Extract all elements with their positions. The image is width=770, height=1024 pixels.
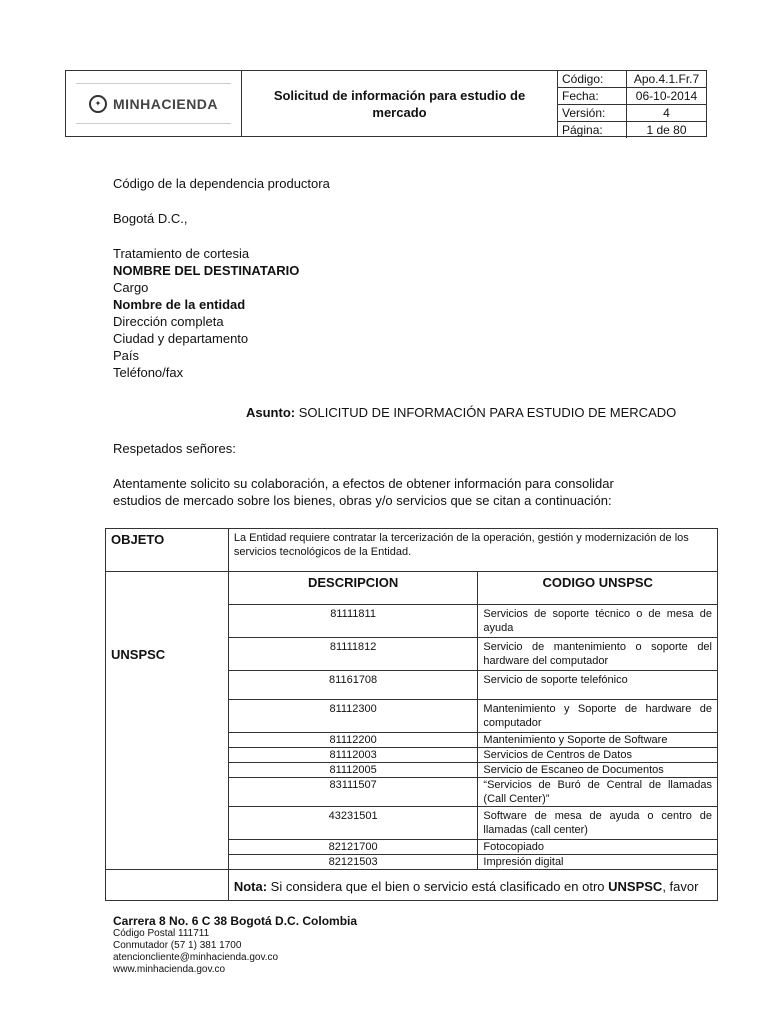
footer-website[interactable]: www.minhacienda.gov.co — [113, 964, 226, 975]
meta-value: Apo.4.1.Fr.7 — [633, 72, 700, 86]
recipient-cargo: Cargo — [113, 280, 149, 295]
nota-label: Nota: — [233, 879, 268, 894]
col-header-descripcion: DESCRIPCION — [228, 572, 478, 605]
code-cell: 43231501 — [228, 807, 478, 840]
recipient-phone: Teléfono/fax — [113, 365, 184, 380]
desc-cell: Servicios de Centros de Datos — [478, 748, 717, 763]
desc-cell: Software de mesa de ayuda o centro de llamadas (call center) — [478, 807, 718, 840]
objeto-row — [106, 529, 718, 572]
nota-text-2: , favor — [662, 879, 699, 894]
code-group-cell — [228, 733, 478, 807]
meta-row-fecha — [558, 88, 706, 105]
meta-row-pagina — [558, 122, 706, 138]
meta-value: 1 de 80 — [646, 123, 687, 137]
footer-phone: Conmutador (57 1) 381 1700 — [113, 940, 242, 951]
nota-text-1: Si considera que el bien o servicio está clasificado en otro — [267, 879, 609, 894]
code-cell: 83111507 — [329, 779, 377, 791]
page-footer — [113, 914, 357, 976]
document-title: Solicitud de información para estudio de mercado — [242, 71, 558, 136]
recipient-entity: Nombre de la entidad — [113, 297, 246, 312]
desc-cell: “Servicios de Buró de Central de llamadas (Call Center)” — [483, 779, 712, 805]
code-cell: 82121700 — [228, 840, 478, 855]
recipient-name: NOMBRE DEL DESTINATARIO — [113, 263, 300, 278]
nota-row — [106, 870, 718, 901]
dependencia-text: Código de la dependencia productora — [113, 176, 330, 191]
recipient-address: Dirección completa — [113, 314, 224, 329]
nota-text — [228, 870, 717, 901]
desc-group-cell — [478, 733, 718, 807]
logo-text: MINHACIENDA — [112, 95, 219, 112]
meta-value: 4 — [663, 106, 670, 120]
desc-cell: Impresión digital — [478, 855, 718, 870]
salutation: Respetados señores: — [113, 441, 236, 456]
code-cell: 81111812 — [228, 638, 478, 671]
desc-cell: Servicio de soporte telefónico — [478, 671, 718, 700]
table-header-row — [106, 572, 718, 605]
col-header-codigo: CODIGO UNSPSC — [478, 572, 718, 605]
minhacienda-logo — [89, 95, 218, 113]
subject-label: Asunto: — [246, 405, 296, 420]
code-cell: 81111811 — [228, 605, 478, 638]
code-cell: 82121503 — [228, 855, 478, 870]
recipient-country: País — [113, 348, 140, 363]
city-text: Bogotá D.C., — [113, 211, 188, 226]
meta-value: 06-10-2014 — [635, 89, 698, 103]
logo-divider — [76, 123, 231, 124]
meta-key: Código: — [558, 71, 627, 87]
seal-icon: ✦ — [89, 95, 107, 113]
code-cell: 81112003 — [229, 748, 478, 763]
recipient-city: Ciudad y departamento — [113, 331, 249, 346]
meta-row-version — [558, 105, 706, 122]
meta-key: Versión: — [558, 105, 627, 121]
objeto-label: OBJETO — [106, 529, 229, 572]
document-header — [65, 70, 707, 137]
meta-key: Página: — [558, 122, 627, 138]
intro-paragraph: Atentamente solicito su colaboración, a efectos de obtener información para consolidar estudios de mercado sobre los bienes, obras y/o servicios que se citan a continuación: — [113, 476, 614, 508]
desc-cell: Servicio de mantenimiento o soporte del hardware del computador — [478, 638, 718, 671]
code-cell: 81112300 — [228, 700, 478, 733]
nota-bold: UNSPSC — [608, 879, 663, 894]
desc-cell: Mantenimiento y Soporte de Software — [478, 733, 717, 748]
desc-cell: Fotocopiado — [478, 840, 718, 855]
footer-postal: Código Postal 111711 — [113, 928, 210, 939]
code-cell: 81112005 — [229, 763, 478, 778]
unspsc-label — [106, 572, 229, 870]
logo-divider — [76, 83, 231, 84]
desc-cell: Servicio de Escaneo de Documentos — [478, 763, 717, 778]
code-cell: 81161708 — [228, 671, 478, 700]
code-cell: 81112200 — [229, 733, 478, 748]
recipient-block — [113, 245, 299, 381]
desc-cell: Mantenimiento y Soporte de hardware de computador — [478, 700, 718, 733]
document-meta — [558, 71, 706, 136]
desc-cell: Servicios de soporte técnico o de mesa de ayuda — [478, 605, 718, 638]
logo-cell — [66, 71, 242, 136]
unspsc-table — [105, 528, 718, 901]
meta-row-codigo — [558, 71, 706, 88]
subject-text: SOLICITUD DE INFORMACIÓN PARA ESTUDIO DE MERCADO — [295, 405, 677, 420]
meta-key: Fecha: — [558, 88, 627, 104]
tratamiento-text: Tratamiento de cortesia — [113, 246, 250, 261]
footer-email[interactable]: atencioncliente@minhacienda.gov.co — [113, 952, 279, 963]
footer-address: Carrera 8 No. 6 C 38 Bogotá D.C. Colombia — [113, 914, 358, 928]
subject-line — [246, 405, 676, 420]
objeto-text: La Entidad requiere contratar la tercerización de la operación, gestión y modernización de los servicios tecnológicos de la Entidad. — [228, 529, 717, 572]
nota-empty-cell — [106, 870, 229, 901]
unspsc-label-text: UNSPSC — [111, 647, 166, 662]
